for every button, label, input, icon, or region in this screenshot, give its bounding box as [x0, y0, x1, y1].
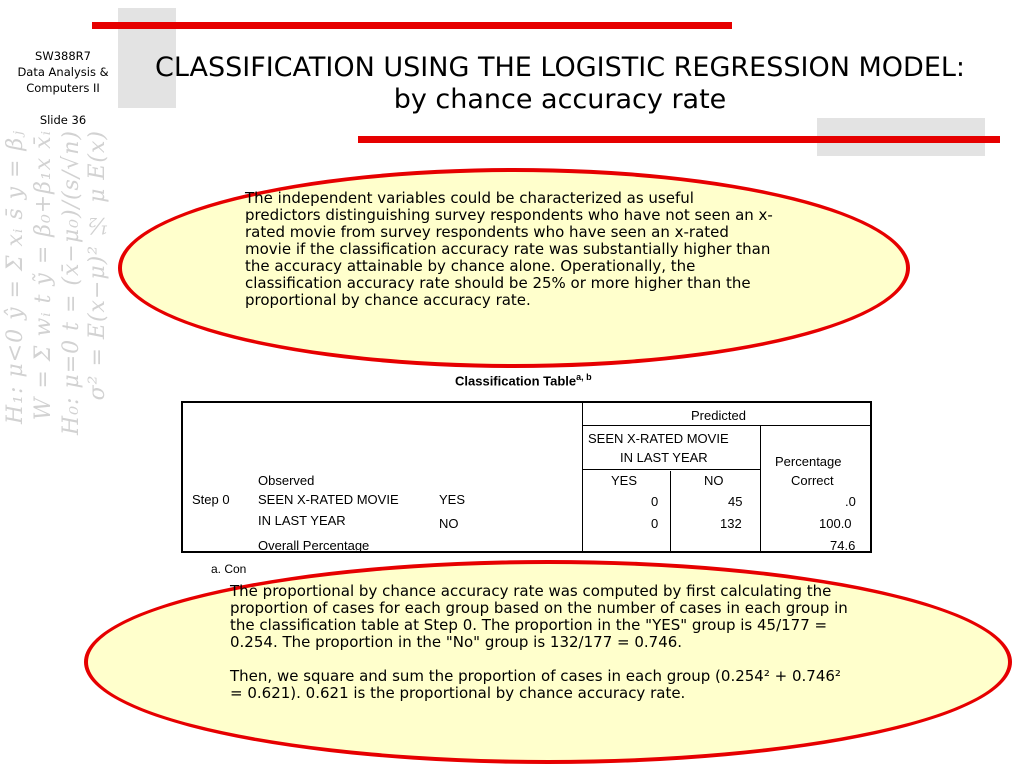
table-gridline: [582, 469, 760, 470]
overall-label: Overall Percentage: [258, 538, 370, 553]
row-label-yes: YES: [439, 492, 466, 507]
course-name-line1: Data Analysis &: [17, 65, 109, 79]
row-var-line2: IN LAST YEAR: [258, 513, 346, 528]
cell-no-pct: 100.0: [819, 516, 852, 531]
cell-yes-yes: 0: [651, 494, 659, 509]
callout-top-text: The independent variables could be characterized as useful predictors distinguishing survey respondents who have not seen an x-rated movie from survey respondents who have seen an x-rated movie if the classification accuracy rate was substantially higher than the accuracy attainable by chance alone. Operationally, the classification accuracy rate should be 25% or more higher than the proportional by chance accuracy rate.: [245, 189, 773, 309]
table-title-text: Classification Table: [455, 373, 577, 389]
table-footnote: a. Con: [211, 562, 247, 576]
callout-bottom-para2: Then, we square and sum the proportion of cases in each group (0.254² + 0.746² = 0.621). 0.621 is the proportional by chance accuracy rate.: [230, 667, 841, 702]
course-code: SW388R7: [35, 49, 91, 63]
course-name-line2: Computers II: [26, 81, 100, 95]
table-gridline: [582, 425, 870, 426]
header-observed: Observed: [258, 473, 315, 488]
slide-title: [110, 52, 1010, 116]
table-title-footnote-marks: a, b: [576, 372, 592, 382]
cell-no-no: 132: [720, 516, 742, 531]
header-col-no: NO: [704, 473, 724, 488]
header-var-line1: SEEN X-RATED MOVIE: [588, 431, 729, 446]
row-var-line1: SEEN X-RATED MOVIE: [258, 492, 399, 507]
title-line1: CLASSIFICATION USING THE LOGISTIC REGRESSION MODEL:: [154, 52, 966, 83]
overall-pct: 74.6: [830, 538, 856, 553]
table-gridline: [670, 471, 671, 551]
watermark-column: σ² = E(x−μ)² ½ μ E(x): [85, 130, 110, 401]
cell-yes-pct: .0: [845, 494, 856, 509]
watermark-column: H₁: μ<0 ŷ = Σ xᵢ s̄ y = βⱼ: [3, 130, 28, 425]
callout-bottom-para1: The proportional by chance accuracy rate was computed by first calculating the proportion of cases for each group based on the number of cases in each group in the classification table at Step 0. The proportion in the "YES" group is 45/177 = 0.254. The proportion in the "No" group is 132/177 = 0.746.: [230, 582, 848, 651]
header-predicted: Predicted: [691, 408, 746, 423]
callout-bottom-text: [230, 583, 855, 702]
title-line2: by chance accuracy rate: [393, 84, 727, 115]
table-gridline: [760, 425, 761, 551]
course-info: [8, 48, 118, 128]
decorative-red-line: [358, 136, 1000, 143]
classification-table: [181, 401, 872, 553]
cell-yes-no: 45: [728, 494, 743, 509]
table-title: [455, 372, 592, 388]
header-pct-line2: Correct: [791, 473, 834, 488]
header-col-yes: YES: [611, 473, 638, 488]
step-label: Step 0: [192, 492, 230, 507]
decorative-red-line: [92, 22, 732, 29]
watermark-column: H₀: μ=0 t = (x̄−μ₀)/(s/√n): [59, 130, 84, 435]
slide-number: Slide 36: [39, 113, 87, 127]
row-label-no: NO: [439, 516, 459, 531]
watermark-column: W = Σ wᵢ t ỹ = β₀+β₁x x̄ᵢ: [31, 130, 56, 421]
header-pct-line1: Percentage: [775, 454, 842, 469]
cell-no-yes: 0: [651, 516, 659, 531]
header-var-line2: IN LAST YEAR: [620, 450, 708, 465]
